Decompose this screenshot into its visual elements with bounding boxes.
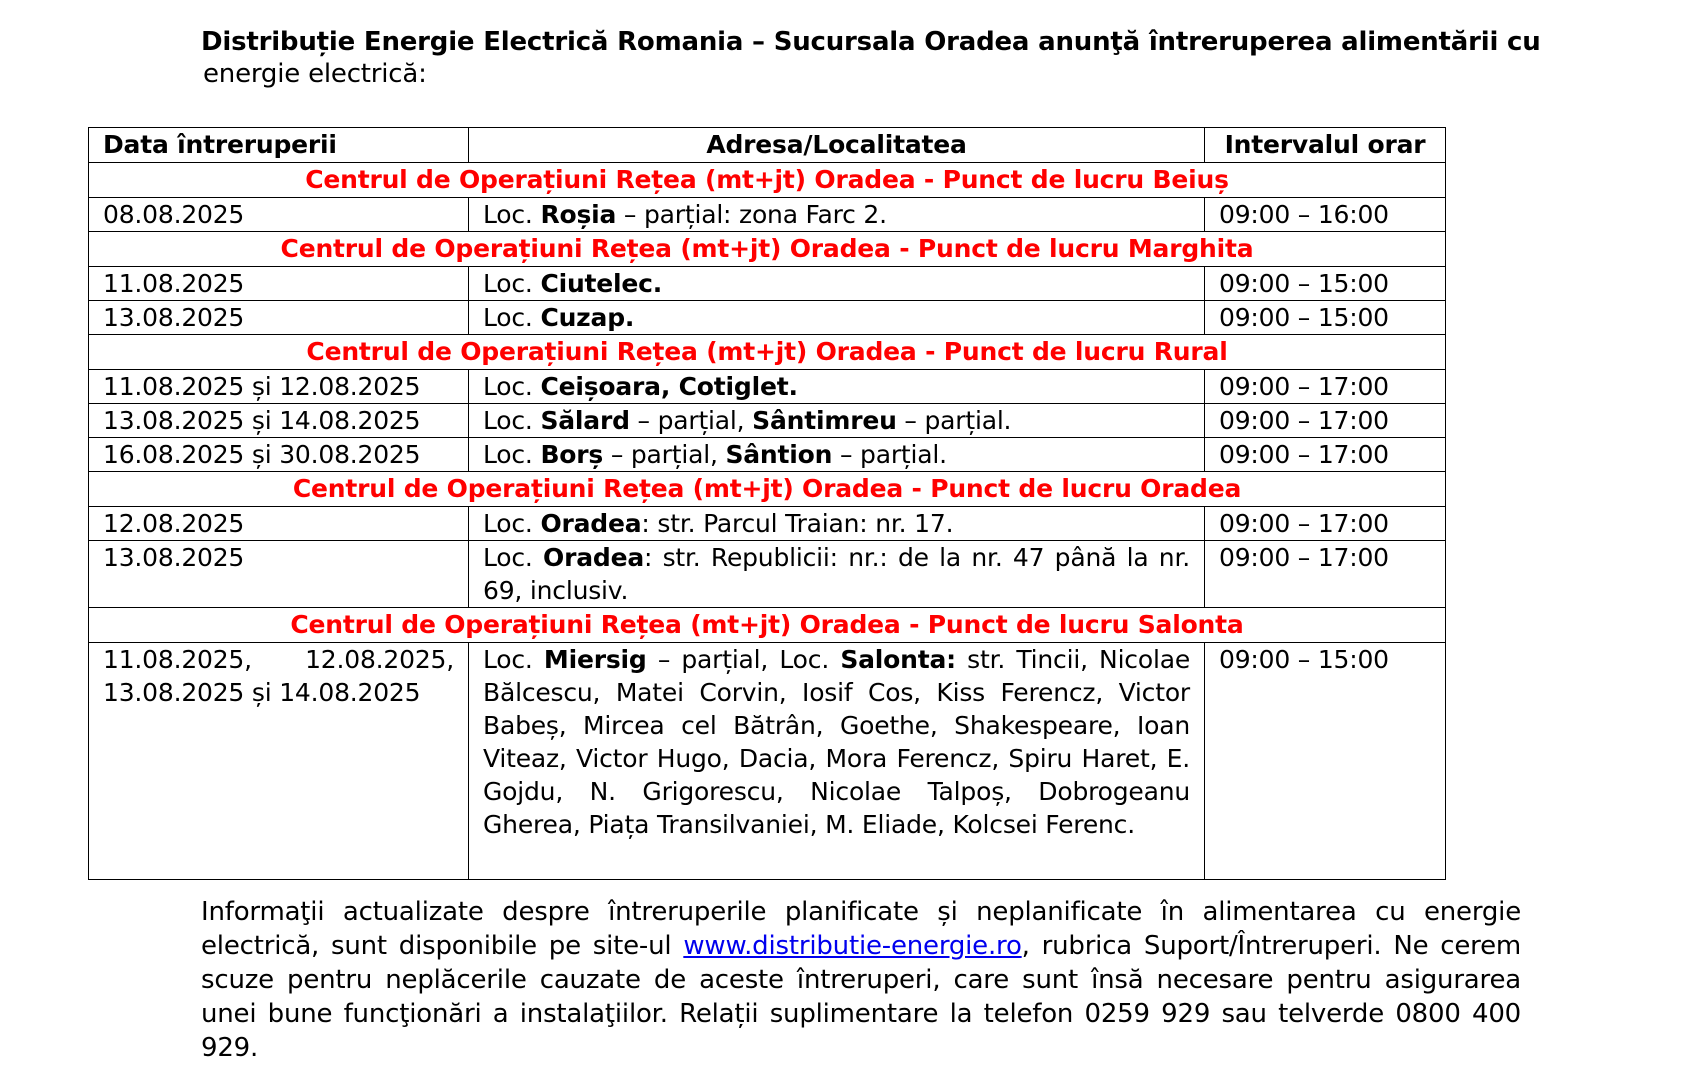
table-row: [89, 370, 1446, 404]
table-header-row: [89, 128, 1446, 163]
header-address: Adresa/Localitatea: [469, 128, 1205, 163]
outage-schedule-table: [88, 127, 1446, 880]
table-row: [89, 198, 1446, 232]
group-row-oradea: [89, 472, 1446, 507]
locality-name: Roșia: [540, 200, 617, 229]
footer-text-before: Informaţii actualizate despre întreruperile planificate și neplanificate în alimentarea cu energie electrică, sunt disponibile pe site-ul: [201, 897, 1521, 961]
row-address: Loc. Ceișoara, Cotiglet.: [469, 370, 1205, 404]
intro-continuation: energie electrică:: [203, 59, 427, 89]
row-interval: 09:00 – 17:00: [1205, 438, 1446, 472]
row-interval: 09:00 – 15:00: [1205, 643, 1446, 880]
locality-name: Cuzap.: [540, 303, 635, 332]
row-date: 16.08.2025 și 30.08.2025: [89, 438, 469, 472]
row-date: 11.08.2025: [89, 267, 469, 301]
locality-name: Ceișoara, Cotiglet.: [540, 372, 798, 401]
group-row-beius: [89, 163, 1446, 198]
locality-name: Salonta:: [840, 645, 956, 674]
footer-text-after: , rubrica Suport/Întreruperi. Ne cerem scuze pentru neplăcerile cauzate de aceste întreruperi, care sunt însă necesare pentru asigurarea unei bune funcţionări a instalaţiilor. Relații suplimentare la telefon 0259 929 sau telverde 0800 400 929.: [201, 931, 1521, 1063]
row-interval: 09:00 – 17:00: [1205, 507, 1446, 541]
locality-name: Oradea: [540, 509, 642, 538]
row-interval: 09:00 – 16:00: [1205, 198, 1446, 232]
row-address: Loc. Borș – parțial, Sântion – parțial.: [469, 438, 1205, 472]
row-date: 08.08.2025: [89, 198, 469, 232]
intro-paragraph: [201, 26, 1541, 90]
locality-name: Oradea: [543, 543, 645, 572]
row-address: Loc. Ciutelec.: [469, 267, 1205, 301]
locality-name: Miersig: [543, 645, 647, 674]
row-interval: 09:00 – 15:00: [1205, 301, 1446, 335]
table-row: [89, 643, 1446, 880]
website-link[interactable]: www.distributie-energie.ro: [683, 931, 1022, 961]
intro-title: Distribuție Energie Electrică Romania – Sucursala Oradea anunţă întreruperea alimentării cu: [201, 27, 1541, 57]
row-date: 12.08.2025: [89, 507, 469, 541]
group-heading: Centrul de Operațiuni Rețea (mt+jt) Oradea - Punct de lucru Rural: [89, 335, 1446, 370]
table-row: [89, 507, 1446, 541]
row-address: Loc. Sălard – parțial, Sântimreu – parțial.: [469, 404, 1205, 438]
row-date: 13.08.2025: [89, 541, 469, 608]
locality-name: Borș: [540, 440, 604, 469]
table-row: [89, 404, 1446, 438]
locality-name: Sălard: [540, 406, 630, 435]
table-row: [89, 301, 1446, 335]
group-heading: Centrul de Operațiuni Rețea (mt+jt) Oradea - Punct de lucru Salonta: [89, 608, 1446, 643]
group-row-rural: [89, 335, 1446, 370]
group-row-salonta: [89, 608, 1446, 643]
group-heading: Centrul de Operațiuni Rețea (mt+jt) Oradea - Punct de lucru Oradea: [89, 472, 1446, 507]
row-address: Loc. Oradea: str. Parcul Traian: nr. 17.: [469, 507, 1205, 541]
table-row: [89, 267, 1446, 301]
group-row-marghita: [89, 232, 1446, 267]
row-address: Loc. Roșia – parțial: zona Farc 2.: [469, 198, 1205, 232]
table-row: [89, 438, 1446, 472]
row-address: Loc. Miersig – parțial, Loc. Salonta: str. Tincii, Nicolae Bălcescu, Matei Corvin, Iosif Cos, Kiss Ferencz, Victor Babeș, Mircea cel Bătrân, Goethe, Shakespeare, Ioan Viteaz, Victor Hugo, Dacia, Mora Ferencz, Spiru Haret, E. Gojdu, N. Grigorescu, Nicolae Talpoș, Dobrogeanu Gherea, Piața Transilvaniei, M. Eliade, Kolcsei Ferenc.: [469, 643, 1205, 880]
locality-name: Sântimreu: [752, 406, 897, 435]
row-date: 11.08.2025, 12.08.2025, 13.08.2025 și 14.08.2025: [89, 643, 469, 880]
locality-name: Sântion: [725, 440, 833, 469]
row-date: 13.08.2025 și 14.08.2025: [89, 404, 469, 438]
row-interval: 09:00 – 17:00: [1205, 404, 1446, 438]
row-date: 13.08.2025: [89, 301, 469, 335]
row-address: Loc. Oradea: str. Republicii: nr.: de la nr. 47 până la nr. 69, inclusiv.: [469, 541, 1205, 608]
header-interval: Intervalul orar: [1205, 128, 1446, 163]
header-date: Data întreruperii: [89, 128, 469, 163]
table-row: [89, 541, 1446, 608]
row-interval: 09:00 – 17:00: [1205, 541, 1446, 608]
footer-paragraph: [201, 895, 1521, 1065]
row-interval: 09:00 – 17:00: [1205, 370, 1446, 404]
row-interval: 09:00 – 15:00: [1205, 267, 1446, 301]
row-date: 11.08.2025 și 12.08.2025: [89, 370, 469, 404]
row-address: Loc. Cuzap.: [469, 301, 1205, 335]
group-heading: Centrul de Operațiuni Rețea (mt+jt) Oradea - Punct de lucru Beiuș: [89, 163, 1446, 198]
group-heading: Centrul de Operațiuni Rețea (mt+jt) Oradea - Punct de lucru Marghita: [89, 232, 1446, 267]
locality-name: Ciutelec.: [540, 269, 663, 298]
